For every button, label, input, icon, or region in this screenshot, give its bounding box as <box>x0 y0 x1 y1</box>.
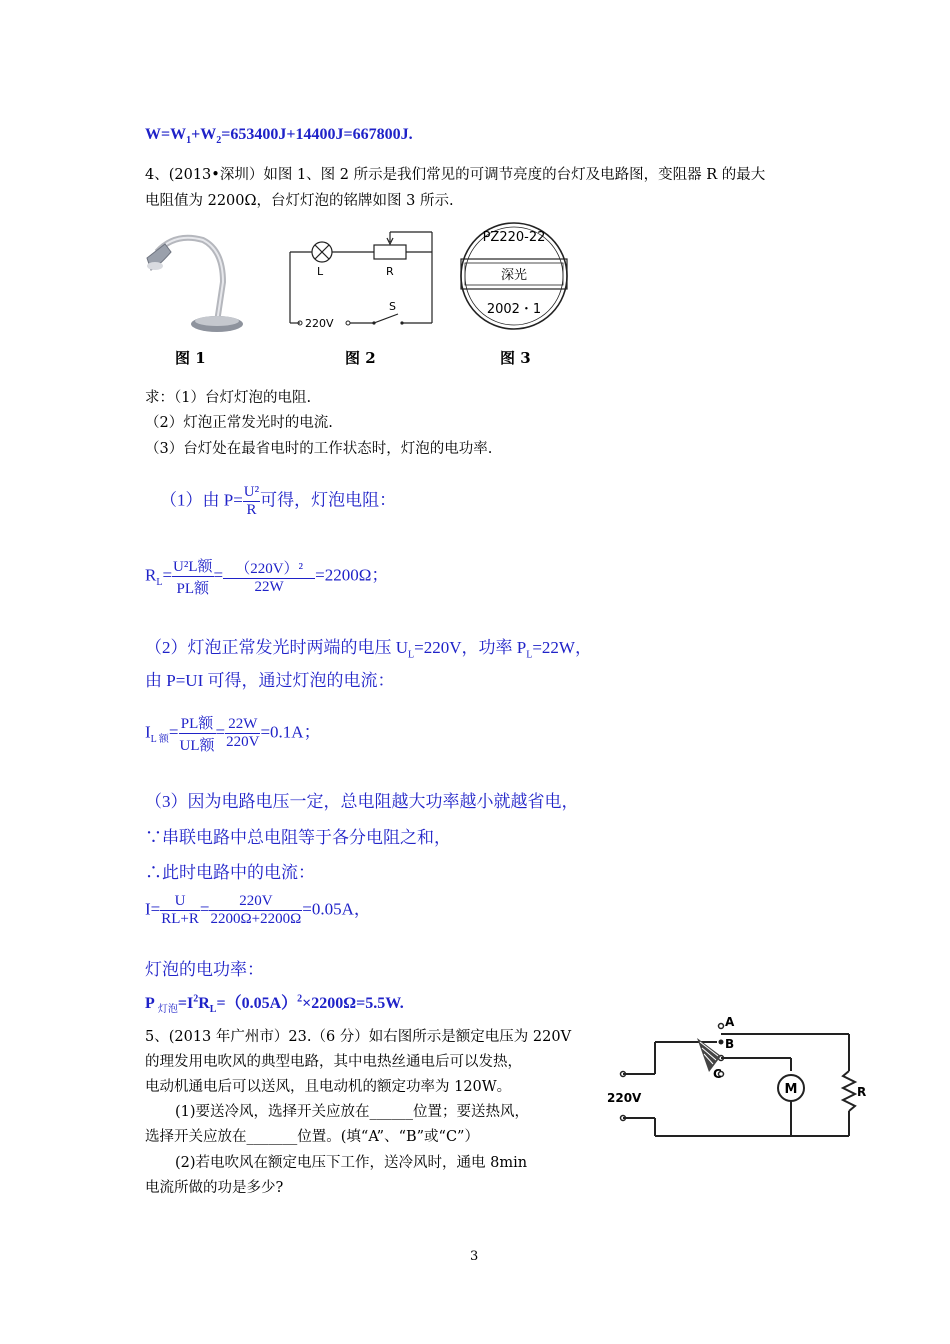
sol-step1-post: 可得，灯泡电阻： <box>260 490 397 510</box>
switch-a-label: A <box>725 1016 735 1029</box>
sol-rl-result: =2200Ω； <box>315 565 389 585</box>
q5-line7: 电流所做的功是多少? <box>145 1180 284 1196</box>
sol-rl-equation: $R_L=$ $\frac{\text{U²L额}}{\text{PL额}}$ = $\frac{\text{（220V）²}}{22W}$ =2200Ω； <box>145 555 388 598</box>
sol-il-f1-num: PL额 <box>179 712 216 734</box>
top-equation: $W=W_1+W_2=653400J+14400J=667800J$. <box>145 126 413 147</box>
sol-step1-den: R <box>246 502 257 518</box>
switch-c-label: C <box>713 1067 722 1081</box>
sol-step1-num: U² <box>243 484 260 500</box>
fig3-date-label: 2002・1 <box>486 302 542 317</box>
q5-line4: (1)要送冷风，选择开关应放在______位置；要送热风， <box>175 1104 530 1120</box>
q5-line1: 5、(2013 年广州市）23.（6 分）如右图所示是额定电压为 220V <box>145 1029 572 1045</box>
sol-step2-line1: （2）灯泡正常发光时两端的电压 $U_L=220V$，功率 $P_L=22W$， <box>145 638 592 661</box>
sol-i-f2-den: 2200Ω+2200Ω <box>210 911 302 927</box>
sol-power-label: 灯泡的电功率： <box>145 960 264 979</box>
sol-il-f2-den: 220V <box>226 734 260 750</box>
q4-ask1: 求：（1）台灯灯泡的电阻. <box>145 390 312 406</box>
q5-line3: 电动机通电后可以送风，且电动机的额定功率为 120W。 <box>145 1079 512 1095</box>
sol-step3-line2: ∵串联电路中总电阻等于各分电阻之和， <box>145 828 451 847</box>
desk-lamp-figure <box>145 222 245 334</box>
sol-step1 <box>160 484 396 519</box>
hair-dryer-circuit-diagram <box>605 1016 875 1146</box>
fig3-caption: 图 3 <box>500 349 531 367</box>
motor-label: M <box>784 1082 798 1097</box>
fig2-source-label: 220V <box>305 317 334 330</box>
fig2-caption: 图 2 <box>345 349 376 367</box>
switch-b-label: B <box>725 1037 735 1051</box>
sol-i-f1-num: U <box>160 893 200 911</box>
fig2-switch-label: S <box>389 300 396 313</box>
sol-step1-pre: （1）由 P= <box>160 490 243 510</box>
q5-line6: (2)若电吹风在额定电压下工作，送冷风时，通电 8min <box>175 1155 528 1171</box>
q4-intro-line1: 4、(2013•深圳）如图 1、图 2 所示是我们常见的可调节亮度的台灯及电路图，变阻器 R 的最大 <box>145 167 766 183</box>
sol-il-f2-num: 22W <box>225 716 260 734</box>
sol-step2-line2: 由 P=UI 可得，通过灯泡的电流： <box>145 671 395 690</box>
sol-il-lhs: I <box>145 722 151 742</box>
q5-line2: 的理发用电吹风的典型电路，其中电热丝通电后可以发热， <box>145 1054 522 1070</box>
fig2-lamp-label: L <box>317 265 324 278</box>
sol-step3-line1: （3）因为电路电压一定，总电阻越大功率越小就越省电， <box>145 792 579 811</box>
sol-il-lhs-sub: L 额 <box>150 733 169 745</box>
sol-i-f1-den: RL+R <box>161 911 199 927</box>
bulb-nameplate-figure <box>458 220 570 332</box>
fig3-model-label: PZ220-22 <box>482 230 546 245</box>
q4-ask3: （3）台灯处在最省电时的工作状态时，灯泡的电功率. <box>145 441 493 457</box>
page-number: 3 <box>470 1249 479 1264</box>
lamp-circuit-diagram <box>286 228 438 330</box>
sol-il-f1-den: UL额 <box>179 738 215 754</box>
sol-rl-f1-num: U²L额 <box>172 555 214 577</box>
sol-rl-f1-den: PL额 <box>176 581 210 597</box>
sol-power-equation: P $_{灯泡}=I^2R_L=(0.05A)^2\times 2200\Omega=5.5W$. <box>145 993 404 1016</box>
q5-resistor-label: R <box>857 1085 867 1099</box>
sol-il-result: =0.1A； <box>260 722 321 742</box>
fig1-caption: 图 1 <box>175 349 206 367</box>
sol-i-equation: I= $\frac{U}{RL+R}$ = $\frac{220V}{2200\Omega+2200\Omega}$ =0.05A， <box>145 893 371 927</box>
fig2-resistor-label: R <box>386 265 394 278</box>
fig3-brand-label: 深光 <box>500 268 528 283</box>
sol-step3-line3: ∴此时电路中的电流： <box>145 863 315 882</box>
q5-source-label: 220V <box>607 1091 642 1105</box>
sol-rl-lhs: R <box>145 565 157 585</box>
sol-rl-f2-num: （220V）² <box>223 557 315 579</box>
sol-rl-f2-den: 22W <box>254 579 284 595</box>
q4-intro-line2: 电阻值为 2200Ω，台灯灯泡的铭牌如图 3 所示. <box>145 193 454 209</box>
q4-ask2: （2）灯泡正常发光时的电流. <box>145 415 333 431</box>
sol-i-lhs: I= <box>145 899 161 919</box>
sol-i-f2-num: 220V <box>209 893 302 911</box>
sol-il-equation: $I_{L 额}=$ $\frac{\text{PL额}}{\text{UL额}}$ = $\frac{22W}{220V}$ =0.1A； <box>145 712 321 755</box>
q5-line5: 选择开关应放在_______位置。(填“A”、“B”或“C”） <box>145 1129 479 1145</box>
sol-rl-lhs-sub: L <box>156 576 163 588</box>
sol-i-result: =0.05A， <box>302 899 371 919</box>
